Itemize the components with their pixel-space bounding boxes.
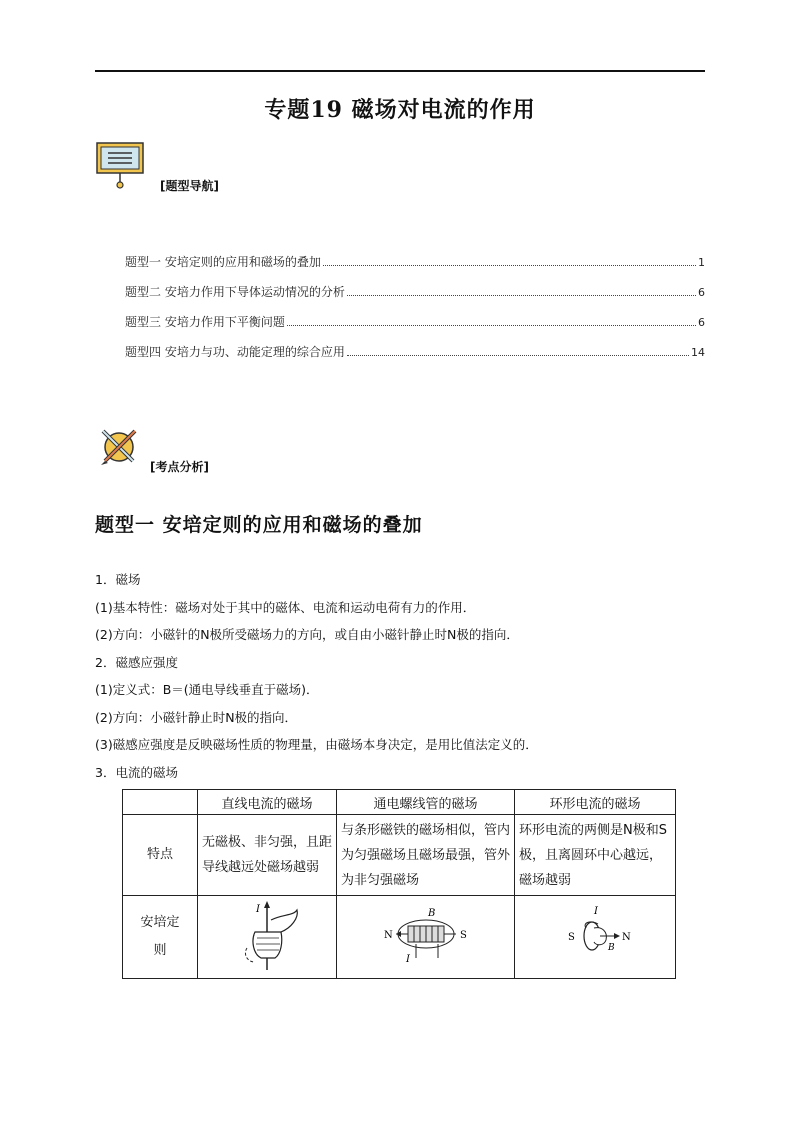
toc-item-page: 6	[698, 316, 705, 329]
text-line: (3)磁感应强度是反映磁场性质的物理量，由磁场本身决定，是用比值法定义的．	[95, 737, 538, 752]
north-pole-label: N	[622, 932, 631, 943]
field-label: B	[427, 908, 435, 919]
magnetic-field-table	[122, 789, 676, 979]
toc-item-label: 题型二 安培力作用下导体运动情况的分析	[125, 285, 345, 299]
text-line: 3．电流的磁场	[95, 764, 178, 780]
toc-item[interactable]	[125, 253, 705, 283]
north-pole-label: N	[383, 930, 393, 941]
nav-label: [题型导航]	[160, 179, 219, 193]
toc-item-label: 题型一 安培定则的应用和磁场的叠加	[125, 255, 321, 269]
table-cell: 与条形磁铁的磁场相似，管内为匀强磁场且磁场最强，管外为非匀强磁场	[337, 815, 515, 896]
table-header-cell: 环形电流的磁场	[515, 790, 676, 815]
straight-wire-right-hand-figure	[227, 898, 307, 972]
table-cell: 无磁极、非匀强，且距导线越远处磁场越弱	[198, 815, 337, 896]
table-header-cell: 通电螺线管的磁场	[337, 790, 515, 815]
field-label: B	[608, 943, 615, 953]
text-line: 1．磁场	[95, 572, 141, 587]
table-cell	[515, 896, 676, 979]
presentation-board-icon	[95, 140, 145, 190]
table-header-cell: 直线电流的磁场	[198, 790, 337, 815]
section-heading: 题型一 安培定则的应用和磁场的叠加	[95, 514, 423, 536]
table-cell	[198, 896, 337, 979]
toc-leader	[347, 295, 696, 296]
text-line: (2)方向：小磁针的N极所受磁场力的方向，或自由小磁针静止时N极的指向．	[95, 627, 519, 642]
south-pole-label: S	[459, 930, 467, 941]
south-pole-label: S	[568, 932, 575, 943]
toc-item-page: 14	[691, 346, 705, 359]
toc-item-page: 6	[698, 286, 705, 299]
table-of-contents	[125, 253, 705, 373]
text-line: (1)基本特性：磁场对处于其中的磁体、电流和运动电荷有力的作用．	[95, 599, 476, 615]
ring-current-right-hand-figure	[550, 898, 640, 972]
toc-leader	[347, 355, 689, 356]
text-line: (2)方向：小磁针静止时N极的指向．	[95, 709, 298, 725]
current-label: I	[405, 954, 410, 965]
toc-leader	[323, 265, 696, 266]
table-cell: 环形电流的两侧是N极和S极，且离圆环中心越远，磁场越弱	[515, 815, 676, 896]
table-header-row	[123, 790, 676, 815]
text-line: (1)定义式：B＝(通电导线垂直于磁场)．	[95, 682, 319, 697]
solenoid-right-hand-figure	[376, 898, 476, 972]
toc-item-label: 题型四 安培力与功、动能定理的综合应用	[125, 345, 345, 359]
table-header-cell	[123, 790, 198, 815]
toc-item[interactable]	[125, 313, 705, 343]
top-rule	[95, 70, 705, 72]
page-title: 专题19 磁场对电流的作用	[264, 97, 536, 123]
row-label: 特点	[123, 815, 198, 896]
toc-item-label: 题型三 安培力作用下平衡问题	[125, 315, 285, 329]
text-line: 2．磁感应强度	[95, 654, 178, 670]
table-row	[123, 815, 676, 896]
toc-item[interactable]	[125, 343, 705, 373]
row-label: 安培定则	[123, 896, 198, 979]
toc-item[interactable]	[125, 283, 705, 313]
analysis-label: [考点分析]	[150, 460, 209, 474]
section-body	[95, 570, 715, 790]
pencil-ruler-icon	[97, 425, 141, 469]
table-row	[123, 896, 676, 979]
current-label: I	[256, 904, 260, 915]
toc-item-page: 1	[698, 256, 705, 269]
current-label: I	[594, 906, 598, 917]
table-cell	[337, 896, 515, 979]
toc-leader	[287, 325, 696, 326]
